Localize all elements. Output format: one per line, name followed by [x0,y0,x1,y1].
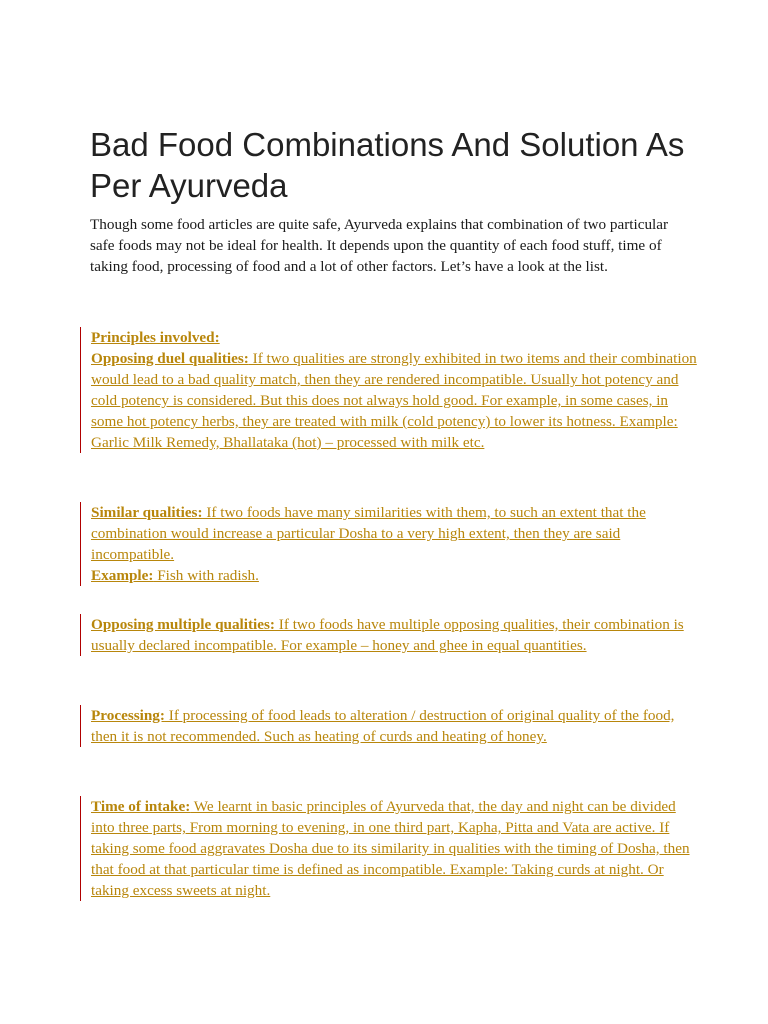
section-text: If processing of food leads to alteration / destruction of original quality of the food, then it is not recommended. Such as heating of curds and heating of honey. [91,707,675,745]
section-text: If two qualities are strongly exhibited in two items and their combination would lead to a bad quality match, then they are rendered incompatible. Usually hot potency and cold potency is considered. But this does not always hold good. For example, in some cases, in some hot potency herbs, they are treated with milk (cold potency) to lower its hotness. Example: Garlic Milk Remedy, Bhallataka (hot) – processed with milk etc. [91,350,697,451]
example-text: Fish with radish. [153,567,259,584]
section-text: We learnt in basic principles of Ayurveda that, the day and night can be divided into three parts, From morning to evening, in one third part, Kapha, Pitta and Vata are active. If taking some food aggravates Dosha due to its similarity in qualities with the timing of Dosha, then that food at that particular time is defined as incompatible. Example: Taking curds at night. Or taking excess sweets at night. [91,798,690,899]
section-text: If two foods have many similarities with them, to such an extent that the combination would increase a particular Dosha to a very high extent, then they are said incompatible. [91,504,646,563]
section-label: Opposing duel qualities: [91,350,249,367]
section-text: If two foods have multiple opposing qualities, their combination is usually declared incompatible. For example – honey and ghee in equal quantities. [91,616,684,654]
principles-heading: Principles involved: [91,329,220,346]
section-processing [80,705,703,747]
page-title: Bad Food Combinations And Solution As Per Ayurveda [90,126,685,204]
section-time-of-intake [80,796,703,901]
section-label: Time of intake: [91,798,191,815]
section-label: Processing: [91,707,165,724]
section-similar-qualities [80,502,703,586]
section-label: Similar qualities: [91,504,203,521]
section-opposing-duel-qualities [80,327,703,453]
example-label: Example: [91,567,154,584]
section-opposing-multiple-qualities [80,614,703,656]
intro-paragraph: Though some food articles are quite safe, Ayurveda explains that combination of two particular safe foods may not be ideal for health. It depends upon the quantity of each food stuff, time of taking food, processing of food and a lot of other factors. Let’s have a look at the list. [90,216,669,275]
section-label: Opposing multiple qualities: [91,616,275,633]
